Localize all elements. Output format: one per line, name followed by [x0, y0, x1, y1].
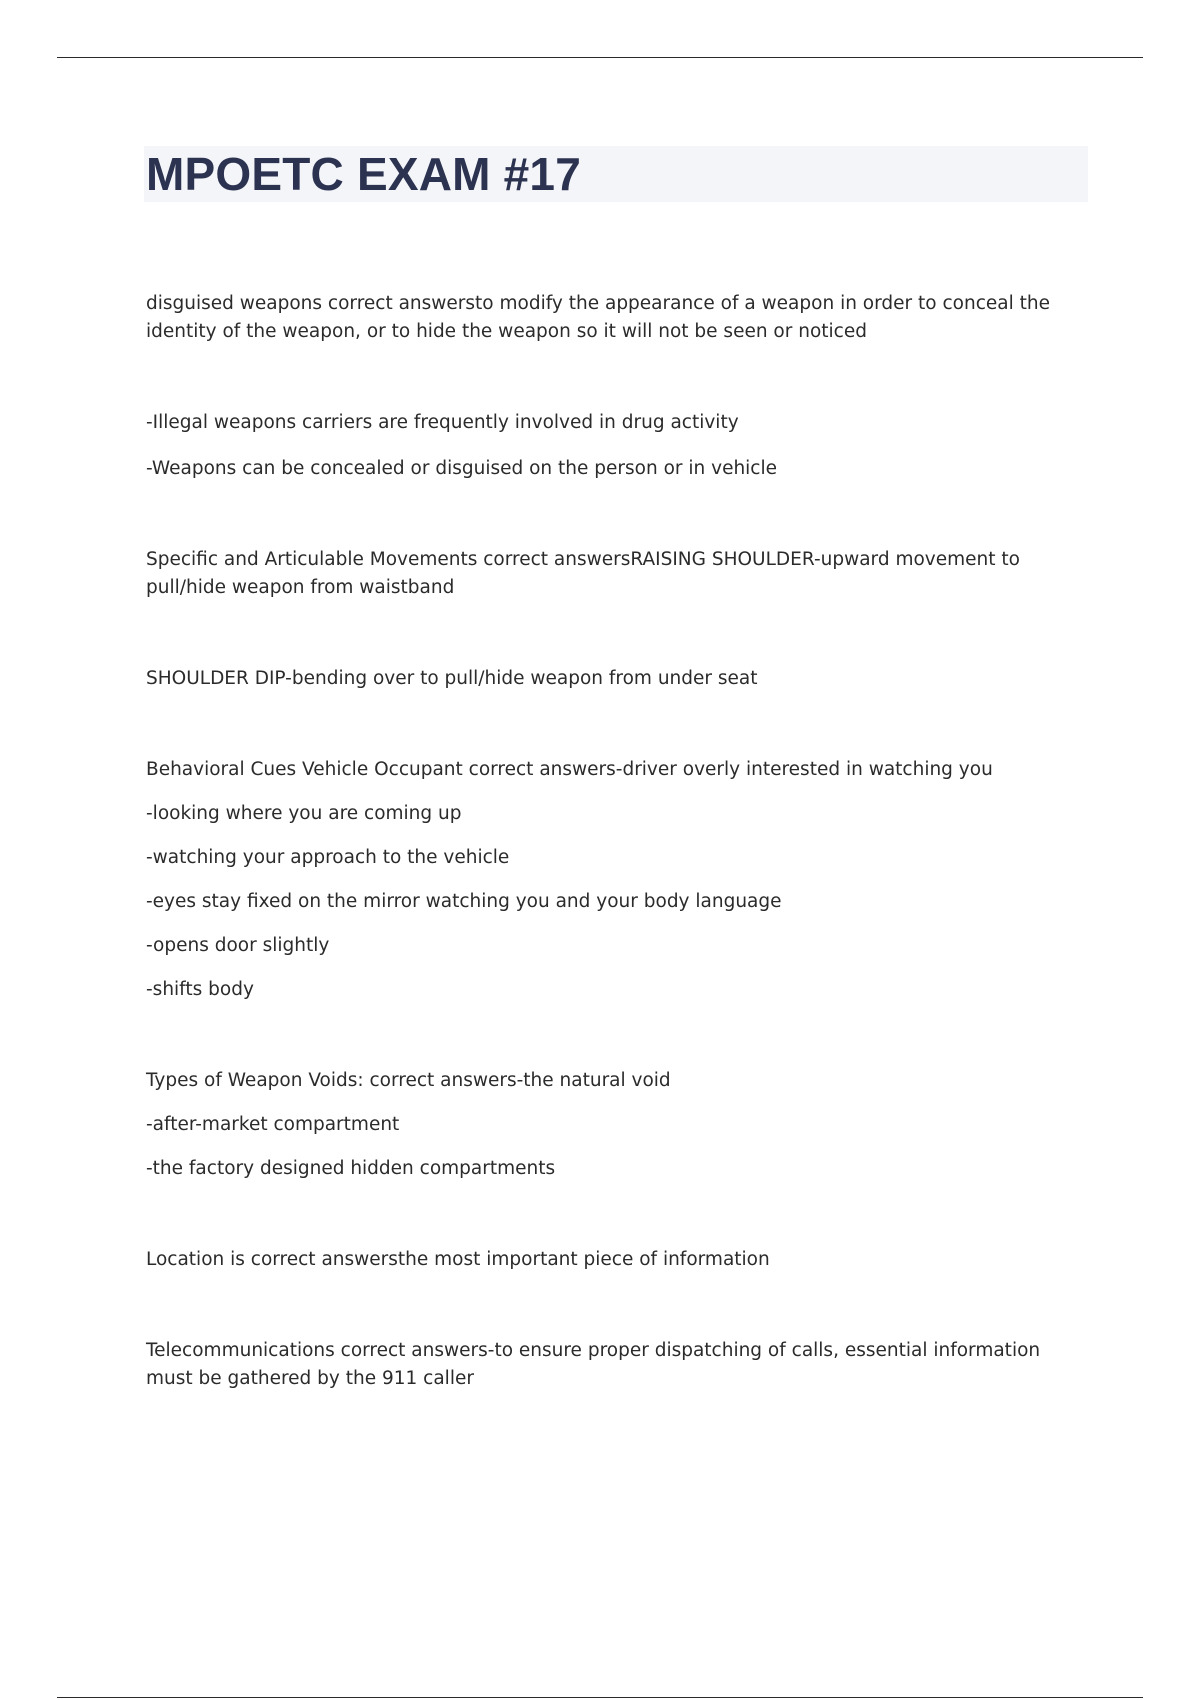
top-rule: [57, 57, 1143, 58]
entry-shoulder-dip: SHOULDER DIP-bending over to pull/hide weapon from under seat: [146, 668, 758, 689]
entry-behavioral-cues: Behavioral Cues Vehicle Occupant correct answers-driver overly interested in watching you: [146, 759, 993, 780]
entry-disguised-weapons: disguised weapons correct answersto modify the appearance of a weapon in order to conceal the identity of the weapon, or to hide the weapon so it will not be seen or noticed: [146, 293, 1050, 342]
entry-illegal-weapons-carriers: -Illegal weapons carriers are frequently involved in drug activity: [146, 412, 739, 433]
entry-eyes-fixed-mirror: -eyes stay fixed on the mirror watching you and your body language: [146, 891, 782, 912]
entry-shifts-body: -shifts body: [146, 979, 254, 1000]
entry-location: Location is correct answersthe most important piece of information: [146, 1249, 770, 1270]
entry-watching-approach: -watching your approach to the vehicle: [146, 847, 510, 868]
entry-after-market: -after-market compartment: [146, 1114, 400, 1135]
entry-specific-articulable-movements: Specific and Articulable Movements correct answersRAISING SHOULDER-upward movement to pull/hide weapon from waistband: [146, 549, 1020, 598]
bottom-rule: [57, 1697, 1143, 1698]
document-body: [146, 290, 1090, 1393]
entry-factory-designed: -the factory designed hidden compartments: [146, 1158, 556, 1179]
entry-opens-door: -opens door slightly: [146, 935, 330, 956]
entry-types-weapon-voids: Types of Weapon Voids: correct answers-the natural void: [146, 1070, 671, 1091]
entry-telecommunications: Telecommunications correct answers-to ensure proper dispatching of calls, essential information must be gathered by the 911 caller: [146, 1340, 1041, 1389]
entry-looking-where: -looking where you are coming up: [146, 803, 462, 824]
entry-weapons-concealed: -Weapons can be concealed or disguised on the person or in vehicle: [146, 458, 778, 479]
page-title: MPOETC EXAM #17: [146, 148, 581, 200]
